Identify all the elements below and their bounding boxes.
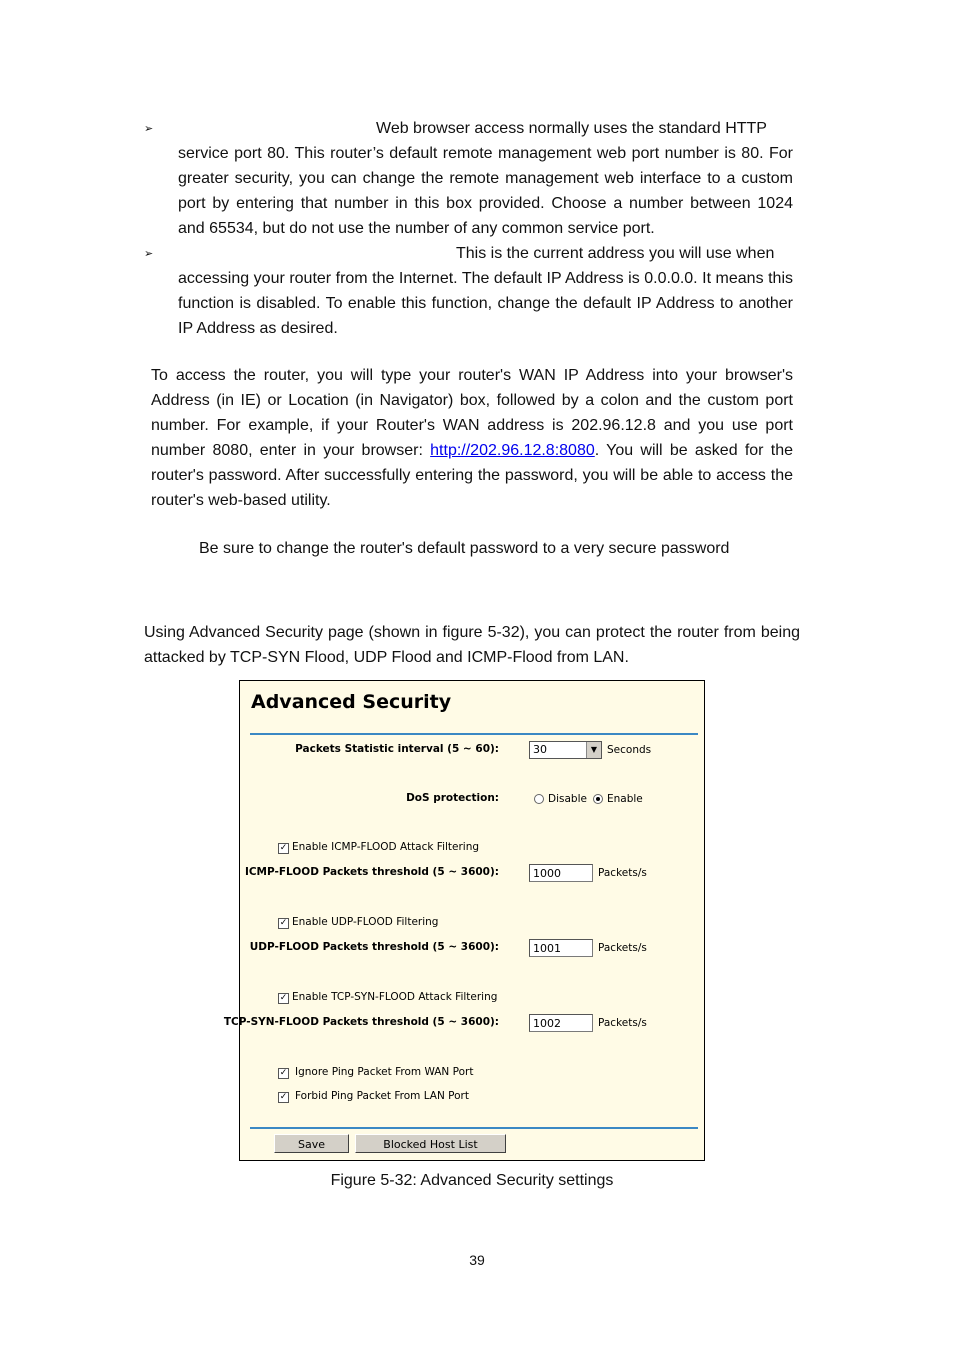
save-button[interactable]: Save <box>274 1134 349 1153</box>
icmp-threshold-input[interactable]: 1000 <box>529 864 593 882</box>
forbid-ping-checkbox[interactable]: ✓ <box>279 1092 288 1102</box>
example-url-link[interactable]: http://202.96.12.8:8080 <box>430 442 595 459</box>
access-paragraph: To access the router, you will type your router's WAN IP Address into your browser's Address (in IE) or Location (in Navigator) box, followed by a colon and the custom port number. For example, if your Router's WAN address is 202.96.12.8 and you use port number 8080, enter in your browser: http://202.96.12.8:8080. You will be asked for the router's password. After successfully entering the password, you will be able to access the router's web-based utility. <box>151 367 794 509</box>
bullet-1-text: service port 80. This router’s default remote management web port number is 80. For greater security, you can change the remote management web interface to a custom port by entering that number in this box provided. Choose a number between 1024 and 65534, but do not use the number of any common service port. <box>178 145 793 237</box>
seconds-label: Seconds <box>607 744 652 756</box>
dos-disable-label: Disable <box>548 793 587 805</box>
blocked-host-list-button[interactable]: Blocked Host List <box>355 1134 506 1153</box>
icmp-enable-checkbox[interactable]: ✓ <box>279 843 288 853</box>
udp-threshold-label: UDP-FLOOD Packets threshold (5 ~ 3600): <box>249 941 499 953</box>
dos-enable-label: Enable <box>607 793 643 805</box>
tcp-threshold-input[interactable]: 1002 <box>529 1014 593 1032</box>
panel-title: Advanced Security <box>251 691 452 713</box>
ignore-ping-label: Ignore Ping Packet From WAN Port <box>295 1066 474 1078</box>
icmp-enable-label: Enable ICMP-FLOOD Attack Filtering <box>292 841 480 853</box>
bullet-2-text: accessing your router from the Internet. The default IP Address is 0.0.0.0. It means this function is disabled. To enable this function, change the default IP Address to another IP Address as desired. <box>178 270 793 337</box>
page-number: 39 <box>469 1252 485 1268</box>
udp-enable-checkbox[interactable]: ✓ <box>279 918 288 928</box>
tcp-enable-checkbox[interactable]: ✓ <box>279 993 288 1003</box>
dos-protection-label: DoS protection: <box>406 792 499 804</box>
forbid-ping-label: Forbid Ping Packet From LAN Port <box>295 1090 469 1102</box>
icmp-threshold-label: ICMP-FLOOD Packets threshold (5 ~ 3600): <box>244 866 499 878</box>
udp-threshold-input[interactable]: 1001 <box>529 939 593 957</box>
udp-unit-label: Packets/s <box>598 942 647 954</box>
bullet-1-first-line: Web browser access normally uses the standard HTTP <box>376 120 767 137</box>
dos-disable-radio[interactable] <box>534 794 544 804</box>
packets-interval-label: Packets Statistic interval (5 ~ 60): <box>295 743 499 755</box>
icmp-unit-label: Packets/s <box>598 867 647 879</box>
packets-interval-select[interactable]: 30 ▼ <box>529 741 602 759</box>
bottom-divider <box>250 1127 698 1129</box>
bullet-2-first-line: This is the current address you will use when <box>456 245 775 262</box>
tcp-unit-label: Packets/s <box>598 1017 647 1029</box>
udp-enable-label: Enable UDP-FLOOD Filtering <box>292 916 439 928</box>
ignore-ping-checkbox[interactable]: ✓ <box>279 1068 288 1078</box>
top-divider <box>250 733 698 735</box>
tcp-threshold-label: TCP-SYN-FLOOD Packets threshold (5 ~ 3600): <box>223 1016 499 1028</box>
advanced-security-panel <box>223 680 705 1161</box>
chevron-down-icon[interactable]: ▼ <box>586 742 601 758</box>
bullet-arrow-icon: ➢ <box>144 248 154 260</box>
figure-caption: Figure 5-32: Advanced Security settings <box>330 1172 614 1189</box>
bullet-arrow-icon: ➢ <box>144 123 154 135</box>
dos-enable-radio[interactable] <box>593 794 603 804</box>
tcp-enable-label: Enable TCP-SYN-FLOOD Attack Filtering <box>292 991 498 1003</box>
intro-paragraph: Using Advanced Security page (shown in figure 5-32), you can protect the router from being attacked by TCP-SYN Flood, UDP Flood and ICMP-Flood from LAN. <box>144 624 800 666</box>
note-text: Be sure to change the router's default password to a very secure password <box>199 540 730 557</box>
